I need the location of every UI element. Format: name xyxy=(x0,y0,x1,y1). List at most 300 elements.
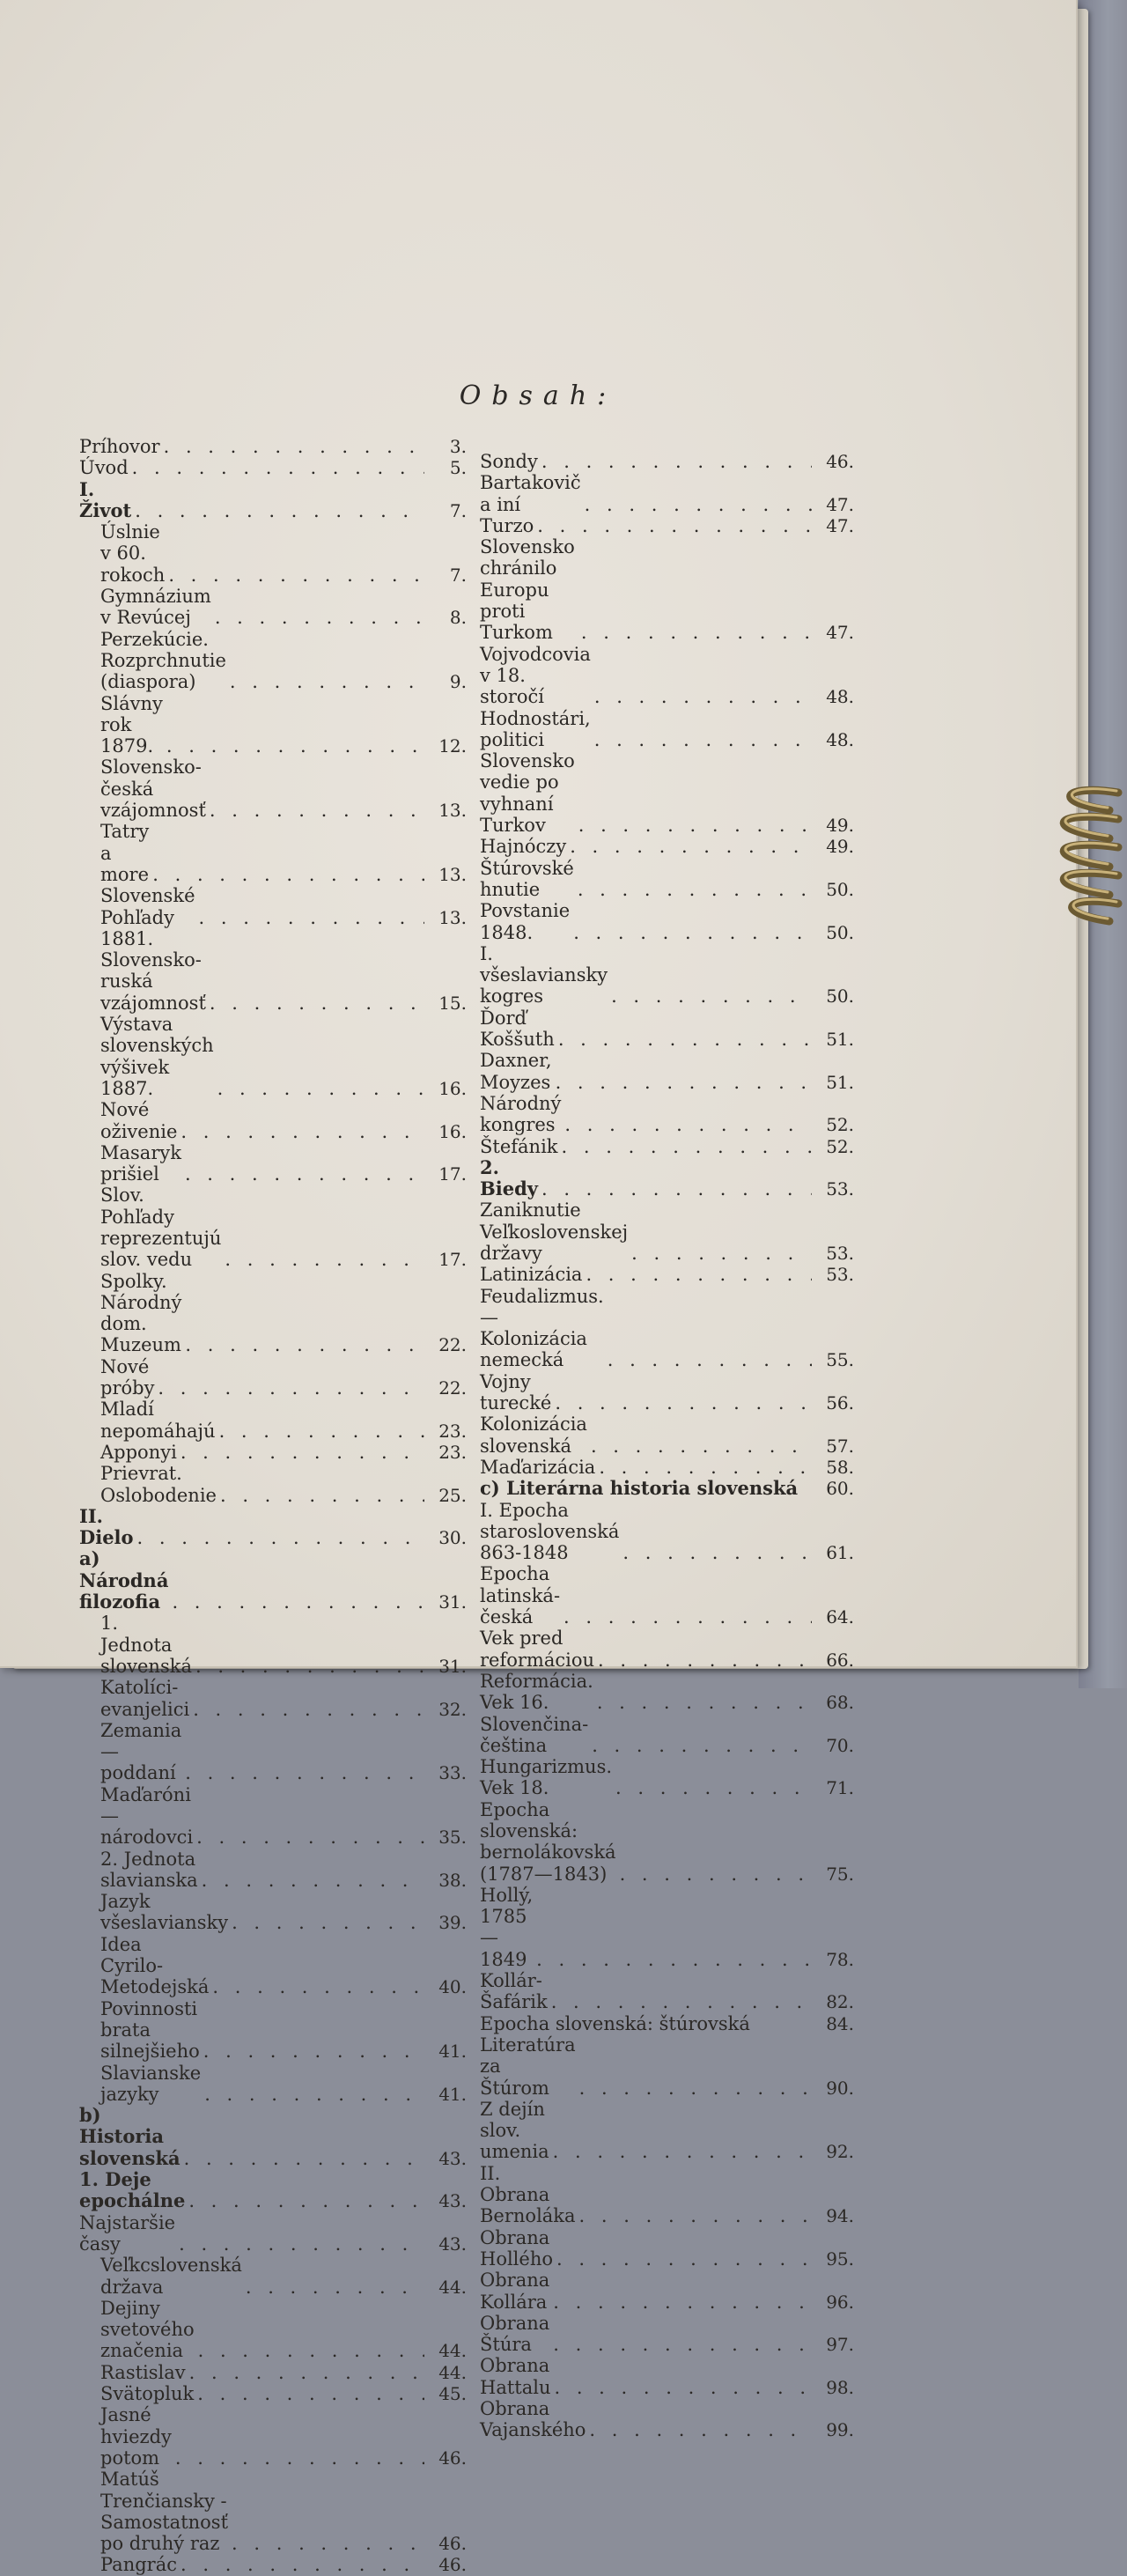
toc-leader-dots xyxy=(185,1163,424,1185)
toc-leader-dots xyxy=(599,1457,812,1478)
toc-entry-page: 3. xyxy=(449,436,467,457)
toc-leader-dots xyxy=(185,1334,424,1355)
toc-entry-title: I. Epocha staroslovenská 863-1848 xyxy=(480,1499,626,1564)
toc-entry-page: 41. xyxy=(438,2041,467,2063)
toc-entry-title: Spolky. Národný dom. Muzeum xyxy=(100,1270,188,1356)
toc-entry xyxy=(79,1720,467,1784)
toc-entry xyxy=(480,1050,854,1093)
toc-entry-title: Katolíci-evanjelici xyxy=(100,1677,190,1720)
toc-entry-page: 64. xyxy=(826,1606,854,1628)
toc-entry xyxy=(480,536,854,643)
toc-leader-dots xyxy=(217,1078,424,1099)
toc-entry xyxy=(480,451,854,472)
toc-entry xyxy=(480,1199,854,1264)
toc-leader-dots xyxy=(611,985,812,1007)
toc-entry-title: Turzo xyxy=(480,514,534,536)
toc-leader-dots xyxy=(180,1121,424,1142)
toc-leader-dots xyxy=(564,1114,812,1135)
toc-leader-dots xyxy=(137,1527,424,1548)
toc-entry-page: 51. xyxy=(826,1071,854,1093)
toc-entry-page: 12. xyxy=(438,735,467,757)
toc-entry-page: 68. xyxy=(826,1692,854,1714)
toc-entry-title: Kolonizácia slovenská xyxy=(480,1413,593,1457)
toc-entry-page: 43. xyxy=(438,2233,467,2255)
toc-leader-dots xyxy=(555,1392,812,1413)
toc-entry xyxy=(480,1286,854,1371)
toc-leader-dots xyxy=(556,1072,812,1093)
toc-entry-page: 66. xyxy=(826,1649,854,1671)
toc-entry-title: Vojvodcovia v 18. storočí xyxy=(480,643,597,708)
toc-entry xyxy=(480,750,854,836)
toc-leader-dots xyxy=(197,2383,424,2404)
toc-entry-title: Hollý, 1785—1849 xyxy=(480,1884,539,1970)
toc-leader-dots xyxy=(202,1870,424,1891)
toc-entry-page: 48. xyxy=(826,686,854,708)
toc-entry xyxy=(79,1014,467,1099)
toc-entry-title: Slovenské Pohľady xyxy=(100,885,202,928)
toc-leader-dots xyxy=(204,2084,424,2105)
toc-leader-dots xyxy=(594,729,812,750)
toc-entry xyxy=(480,708,854,751)
toc-leader-dots xyxy=(578,879,812,900)
toc-leader-dots xyxy=(225,1249,424,1270)
toc-entry-title: Nové oživenie xyxy=(100,1099,178,1142)
toc-entry-title: Zaniknutie Veľkoslovenskej državy xyxy=(480,1199,634,1264)
toc-entry-title: Dejiny svetového značenia xyxy=(100,2297,201,2362)
toc-entry-page: 58. xyxy=(826,1456,854,1478)
toc-entry-page: 13. xyxy=(438,906,467,928)
toc-entry-title: 1. Deje epochálne xyxy=(79,2168,186,2212)
toc-entry-page: 8. xyxy=(449,607,467,629)
toc-leader-dots xyxy=(175,2447,424,2469)
toc-entry-title: Úvod xyxy=(79,457,129,479)
toc-entry-page: 44. xyxy=(438,2340,467,2362)
toc-entry-title: Slov. Pohľady reprezentujú slov. vedu xyxy=(100,1185,228,1271)
toc-entry-title: Veľkcslovenská država xyxy=(100,2255,248,2298)
toc-entry xyxy=(79,2362,467,2383)
toc-entry xyxy=(480,1413,854,1457)
toc-entry-page: 5. xyxy=(449,457,467,479)
toc-leader-dots xyxy=(184,2148,424,2169)
toc-entry-page: 55. xyxy=(826,1349,854,1371)
toc-column-left xyxy=(79,436,467,2576)
toc-entry-title: Rastislav xyxy=(100,2361,186,2383)
toc-entry xyxy=(79,1356,467,1399)
toc-leader-dots xyxy=(553,2141,812,2162)
toc-entry-page: 52. xyxy=(826,1135,854,1157)
toc-entry-title: Maďaróni — národovci xyxy=(100,1783,197,1849)
toc-entry-page: 16. xyxy=(438,1077,467,1099)
toc-leader-dots xyxy=(232,1912,424,1933)
toc-entry xyxy=(480,2013,854,2034)
toc-entry-page: 43. xyxy=(438,2190,467,2212)
toc-entry-page: 56. xyxy=(826,1392,854,1414)
toc-entry xyxy=(79,757,467,821)
toc-entry xyxy=(480,1563,854,1628)
toc-leader-dots xyxy=(597,1692,812,1713)
toc-entry xyxy=(79,1934,467,1998)
toc-entry xyxy=(79,1399,467,1442)
toc-entry-title: 1881. Slovensko-ruská vzájomnosť xyxy=(100,927,206,1014)
toc-entry xyxy=(480,644,854,708)
toc-entry-page: 13. xyxy=(438,863,467,885)
toc-leader-dots xyxy=(573,922,812,943)
toc-leader-dots xyxy=(195,1656,424,1677)
toc-entry xyxy=(480,1008,854,1051)
toc-entry xyxy=(79,1849,467,1892)
toc-leader-dots xyxy=(585,494,812,515)
toc-column-right xyxy=(480,451,854,2441)
toc-leader-dots xyxy=(608,1349,812,1370)
toc-entry xyxy=(480,1457,854,1478)
toc-entry xyxy=(480,515,854,536)
toc-leader-dots xyxy=(622,1542,812,1563)
toc-entry-title: Latinizácia xyxy=(480,1264,583,1286)
toc-entry-title: Bartakovič a iní xyxy=(480,472,587,515)
toc-entry-title: Z dejín slov. umenia xyxy=(480,2098,551,2163)
toc-leader-dots xyxy=(537,515,812,536)
toc-entry xyxy=(79,479,467,522)
toc-entry-title: II. Obrana Bernoláka xyxy=(480,2162,576,2227)
toc-entry-page: 97. xyxy=(826,2334,854,2356)
toc-leader-dots xyxy=(586,1264,812,1285)
toc-entry xyxy=(480,2398,854,2441)
toc-entry-title: Gymnázium v Revúcej xyxy=(100,586,217,629)
toc-leader-dots xyxy=(164,436,424,457)
toc-leader-dots xyxy=(212,1976,424,1997)
toc-entry xyxy=(480,1157,854,1200)
toc-entry-page: 7. xyxy=(449,564,467,586)
toc-leader-dots xyxy=(219,1421,424,1442)
toc-leader-dots xyxy=(551,1991,812,2012)
toc-leader-dots xyxy=(615,1777,812,1798)
toc-entry xyxy=(480,836,854,857)
toc-entry xyxy=(480,2313,854,2356)
toc-entry xyxy=(79,1784,467,1849)
toc-leader-dots xyxy=(631,1243,812,1264)
toc-entry-page: 44. xyxy=(438,2361,467,2383)
toc-entry xyxy=(480,1500,854,1564)
toc-leader-dots xyxy=(193,1699,424,1720)
toc-entry-title: Hajnóczy xyxy=(480,836,567,858)
toc-entry-page: 82. xyxy=(826,1991,854,2013)
toc-entry-title: Kollár-Šafárik xyxy=(480,1970,548,2013)
toc-entry-page: 52. xyxy=(826,1114,854,1136)
toc-entry-title: Vek pred reformáciou xyxy=(480,1628,594,1671)
toc-entry-page: 47. xyxy=(826,622,854,644)
toc-leader-dots xyxy=(172,1591,424,1613)
toc-entry-page: 44. xyxy=(438,2276,467,2298)
toc-entry-page: 70. xyxy=(826,1734,854,1756)
toc-entry-page: 75. xyxy=(826,1863,854,1885)
toc-entry xyxy=(79,928,467,1014)
toc-entry-page: 50. xyxy=(826,985,854,1008)
toc-entry-title: Pangrác xyxy=(100,2554,177,2576)
toc-leader-dots xyxy=(135,500,424,521)
toc-entry xyxy=(480,2034,854,2099)
toc-entry-title: Slovenčina-čeština xyxy=(480,1713,589,1756)
binder-clip-icon xyxy=(1013,775,1127,934)
toc-entry-title: Feudalizmus. — Kolonizácia nemecká xyxy=(480,1285,610,1371)
toc-leader-dots xyxy=(620,1864,812,1885)
toc-entry-title: Zemania — poddaní xyxy=(100,1719,188,1784)
toc-entry-title: Obrana Vajanského xyxy=(480,2398,586,2441)
toc-entry-title: Úslnie v 60. rokoch xyxy=(100,521,166,586)
toc-entry-title: Obrana Štúra xyxy=(480,2312,556,2356)
toc-entry xyxy=(480,943,854,1008)
toc-entry-title: Maďarizácia xyxy=(480,1456,596,1478)
toc-entry xyxy=(79,1271,467,1356)
toc-entry-title: Najstaršie časy xyxy=(79,2211,181,2255)
toc-entry-title: Epocha slovenská: štúrovská xyxy=(480,2012,750,2034)
toc-entry-title: Apponyi xyxy=(100,1441,177,1463)
toc-entry xyxy=(79,1185,467,1270)
toc-entry-page: 61. xyxy=(826,1542,854,1564)
toc-entry-page: 92. xyxy=(826,2141,854,2163)
toc-entry-page: 71. xyxy=(826,1777,854,1799)
toc-entry-title: II. Dielo xyxy=(79,1504,134,1549)
toc-entry-title: Epocha slovenská: bernolákovská (1787—1843) xyxy=(480,1798,622,1885)
toc-entry-title: Príhovor xyxy=(79,436,160,457)
toc-entry-title: I. Život xyxy=(79,477,132,521)
toc-entry-title: Štúrovské hnutie xyxy=(480,857,580,900)
toc-leader-dots xyxy=(554,2377,812,2398)
toc-entry xyxy=(79,885,467,928)
toc-entry-page: 46. xyxy=(438,2533,467,2555)
toc-entry-page: 96. xyxy=(826,2291,854,2313)
toc-entry-page: 90. xyxy=(826,2077,854,2099)
toc-leader-dots xyxy=(230,671,424,692)
toc-entry xyxy=(480,1628,854,1671)
toc-entry-title: Masaryk prišiel xyxy=(100,1141,188,1185)
toc-entry-page: 94. xyxy=(826,2205,854,2227)
toc-entry-page: 23. xyxy=(438,1441,467,1463)
toc-entry-page: 43. xyxy=(438,2147,467,2169)
toc-leader-dots xyxy=(564,1606,812,1628)
toc-entry xyxy=(79,693,467,757)
toc-entry xyxy=(480,1970,854,2013)
toc-entry-page: 39. xyxy=(438,1912,467,1934)
toc-entry-page: 15. xyxy=(438,992,467,1014)
toc-entry-page: 49. xyxy=(826,815,854,837)
toc-entry-title: Tatry a more xyxy=(100,821,155,885)
toc-entry-title: Slovensko chránilo Europu proti Turkom xyxy=(480,536,581,644)
toc-entry-title: Obrana Hollého xyxy=(480,2226,556,2270)
toc-entry xyxy=(79,1099,467,1142)
toc-entry xyxy=(79,1548,467,1613)
toc-entry xyxy=(480,900,854,943)
toc-leader-dots xyxy=(598,1650,812,1671)
toc-entry xyxy=(480,1671,854,1714)
toc-entry-page: 48. xyxy=(826,728,854,750)
toc-entry-page: 46. xyxy=(438,2554,467,2576)
toc-entry xyxy=(79,2063,467,2106)
toc-entry xyxy=(480,1093,854,1136)
toc-leader-dots xyxy=(591,1436,812,1457)
toc-entry-title: Obrana Hattalu xyxy=(480,2355,556,2398)
toc-entry xyxy=(480,1714,854,1757)
toc-leader-dots xyxy=(152,864,424,885)
toc-entry-title: Hodnostári, politici xyxy=(480,707,597,750)
toc-entry xyxy=(480,858,854,901)
toc-leader-dots xyxy=(185,1762,424,1783)
toc-entry xyxy=(79,2554,467,2575)
toc-entry xyxy=(79,1998,467,2063)
toc-entry xyxy=(480,1478,854,1499)
toc-entry-page: 78. xyxy=(826,1948,854,1970)
toc-entry-title: Vojny turecké xyxy=(480,1370,552,1414)
toc-leader-dots xyxy=(246,2277,424,2298)
toc-leader-dots xyxy=(203,2041,424,2062)
toc-entry-title: Epocha latinská-česká xyxy=(480,1563,561,1628)
toc-entry-page: 25. xyxy=(438,1484,467,1506)
toc-leader-dots xyxy=(536,1949,812,1970)
toc-entry xyxy=(79,2105,467,2169)
toc-entry xyxy=(79,436,467,457)
toc-entry-page: 41. xyxy=(438,2083,467,2105)
toc-entry-page: 45. xyxy=(438,2383,467,2405)
toc-leader-dots xyxy=(196,1827,424,1848)
toc-entry-page: 53. xyxy=(826,1242,854,1264)
toc-leader-dots xyxy=(180,1442,424,1463)
toc-entry-page: 32. xyxy=(438,1698,467,1720)
toc-leader-dots xyxy=(579,2078,812,2099)
toc-leader-dots xyxy=(579,2205,812,2226)
toc-leader-dots xyxy=(589,2419,812,2440)
toc-entry xyxy=(480,1756,854,1799)
toc-entry xyxy=(79,1142,467,1185)
toc-entry-title: Povinnosti brata silnejšieho xyxy=(100,1997,203,2063)
toc-entry xyxy=(79,2255,467,2298)
toc-entry-page: 46. xyxy=(826,451,854,472)
toc-leader-dots xyxy=(592,1735,812,1756)
toc-leader-dots xyxy=(556,2248,812,2270)
toc-leader-dots xyxy=(570,836,812,857)
toc-entry xyxy=(79,629,467,693)
toc-entry xyxy=(79,2404,467,2469)
toc-entry-page: 23. xyxy=(438,1420,467,1442)
toc-entry-title: Prievrat. Oslobodenie xyxy=(100,1463,217,1506)
toc-entry-title: Slavianske jazyky xyxy=(100,2062,207,2105)
toc-entry xyxy=(79,2298,467,2362)
toc-entry xyxy=(480,1799,854,1885)
toc-entry-page: 47. xyxy=(826,514,854,536)
toc-leader-dots xyxy=(158,1377,424,1399)
toc-entry-title: Národný kongres xyxy=(480,1092,568,1136)
toc-entry-page: 30. xyxy=(438,1527,467,1549)
toc-entry-title: Ďorď Koššuth xyxy=(480,1007,555,1051)
toc-leader-dots xyxy=(132,457,424,478)
toc-entry-page: 16. xyxy=(438,1120,467,1142)
toc-entry-page: 98. xyxy=(826,2376,854,2398)
toc-entry xyxy=(480,2270,854,2313)
toc-entry-title: Hungarizmus. Vek 18. xyxy=(480,1756,618,1799)
toc-leader-dots xyxy=(189,2362,424,2383)
toc-entry-page: 9. xyxy=(449,671,467,693)
toc-entry-title: Sondy xyxy=(480,451,538,472)
toc-entry xyxy=(79,1463,467,1506)
toc-entry-title: c) Literárna historia slovenská xyxy=(480,1477,799,1500)
toc-entry-title: Reformácia. Vek 16. xyxy=(480,1670,600,1714)
toc-leader-dots xyxy=(541,1178,812,1199)
toc-entry-title: Daxner, Moyzes xyxy=(480,1050,558,1093)
toc-entry-page: 50. xyxy=(826,878,854,900)
toc-entry-page: 51. xyxy=(826,1029,854,1051)
toc-entry-title: Slovensko-česká vzájomnosť xyxy=(100,757,206,822)
toc-entry xyxy=(79,821,467,885)
toc-entry-page: 53. xyxy=(826,1264,854,1286)
toc-entry-page: 22. xyxy=(438,1377,467,1399)
toc-leader-dots xyxy=(180,2554,424,2575)
toc-entry-page: 35. xyxy=(438,1827,467,1849)
toc-entry-page: 46. xyxy=(438,2447,467,2469)
toc-entry xyxy=(79,521,467,586)
toc-entry-page: 84. xyxy=(826,2012,854,2034)
toc-entry xyxy=(79,1891,467,1934)
toc-entry-title: Povstanie 1848. xyxy=(480,900,576,943)
toc-entry xyxy=(480,1371,854,1414)
toc-entry-title: Jasné hviezdy potom xyxy=(100,2404,178,2469)
toc-entry xyxy=(480,472,854,515)
toc-entry-title: Perzekúcie. Rozprchnutie (diaspora) xyxy=(100,628,232,693)
toc-entry xyxy=(480,2227,854,2270)
toc-leader-dots xyxy=(562,1136,812,1157)
toc-entry-title: Literatúra za Štúrom xyxy=(480,2033,582,2099)
toc-entry-page: 95. xyxy=(826,2248,854,2270)
toc-leader-dots xyxy=(198,2340,424,2361)
toc-entry xyxy=(79,2469,467,2554)
toc-entry xyxy=(79,1506,467,1549)
toc-entry-page: 47. xyxy=(826,493,854,515)
toc-entry xyxy=(480,1136,854,1157)
toc-entry-page: 31. xyxy=(438,1591,467,1613)
toc-entry-title: I. všeslaviansky kogres xyxy=(480,942,614,1008)
toc-entry-title: 2. Jednota slavianska xyxy=(100,1848,202,1891)
toc-entry-title: 2. Biedy xyxy=(480,1155,538,1200)
toc-entry-title: Výstava slovenských výšivek 1887. xyxy=(100,1014,220,1099)
toc-entry-title: 1. Jednota slovenská xyxy=(100,1613,192,1677)
toc-entry-title: Slávny rok 1879. xyxy=(100,692,169,757)
toc-entry-title: Mladí nepomáhajú xyxy=(100,1399,216,1442)
toc-leader-dots xyxy=(210,993,424,1014)
toc-entry-page: 40. xyxy=(438,1976,467,1998)
toc-entry-page: 22. xyxy=(438,1334,467,1356)
toc-leader-dots xyxy=(166,735,424,757)
toc-leader-dots xyxy=(220,1485,424,1506)
toc-entry-page: 13. xyxy=(438,800,467,822)
toc-entry-page: 7. xyxy=(449,499,467,521)
toc-entry-page: 99. xyxy=(826,2419,854,2441)
toc-entry xyxy=(79,2212,467,2255)
toc-entry xyxy=(79,2169,467,2212)
toc-leader-dots xyxy=(188,2190,424,2211)
toc-leader-dots xyxy=(578,815,812,836)
page-title: Obsah: xyxy=(459,380,617,411)
toc-leader-dots xyxy=(594,686,812,707)
toc-leader-dots xyxy=(581,622,812,643)
toc-entry xyxy=(480,2163,854,2227)
toc-entry-page: 53. xyxy=(826,1178,854,1200)
toc-leader-dots xyxy=(210,800,424,821)
toc-entry-page: 17. xyxy=(438,1249,467,1271)
toc-entry-title: Štefánik xyxy=(480,1135,558,1157)
toc-entry xyxy=(480,1264,854,1285)
toc-entry xyxy=(79,1613,467,1677)
toc-entry-page: 49. xyxy=(826,836,854,858)
toc-leader-dots xyxy=(553,2292,812,2313)
toc-entry xyxy=(79,457,467,478)
toc-entry xyxy=(79,1677,467,1720)
